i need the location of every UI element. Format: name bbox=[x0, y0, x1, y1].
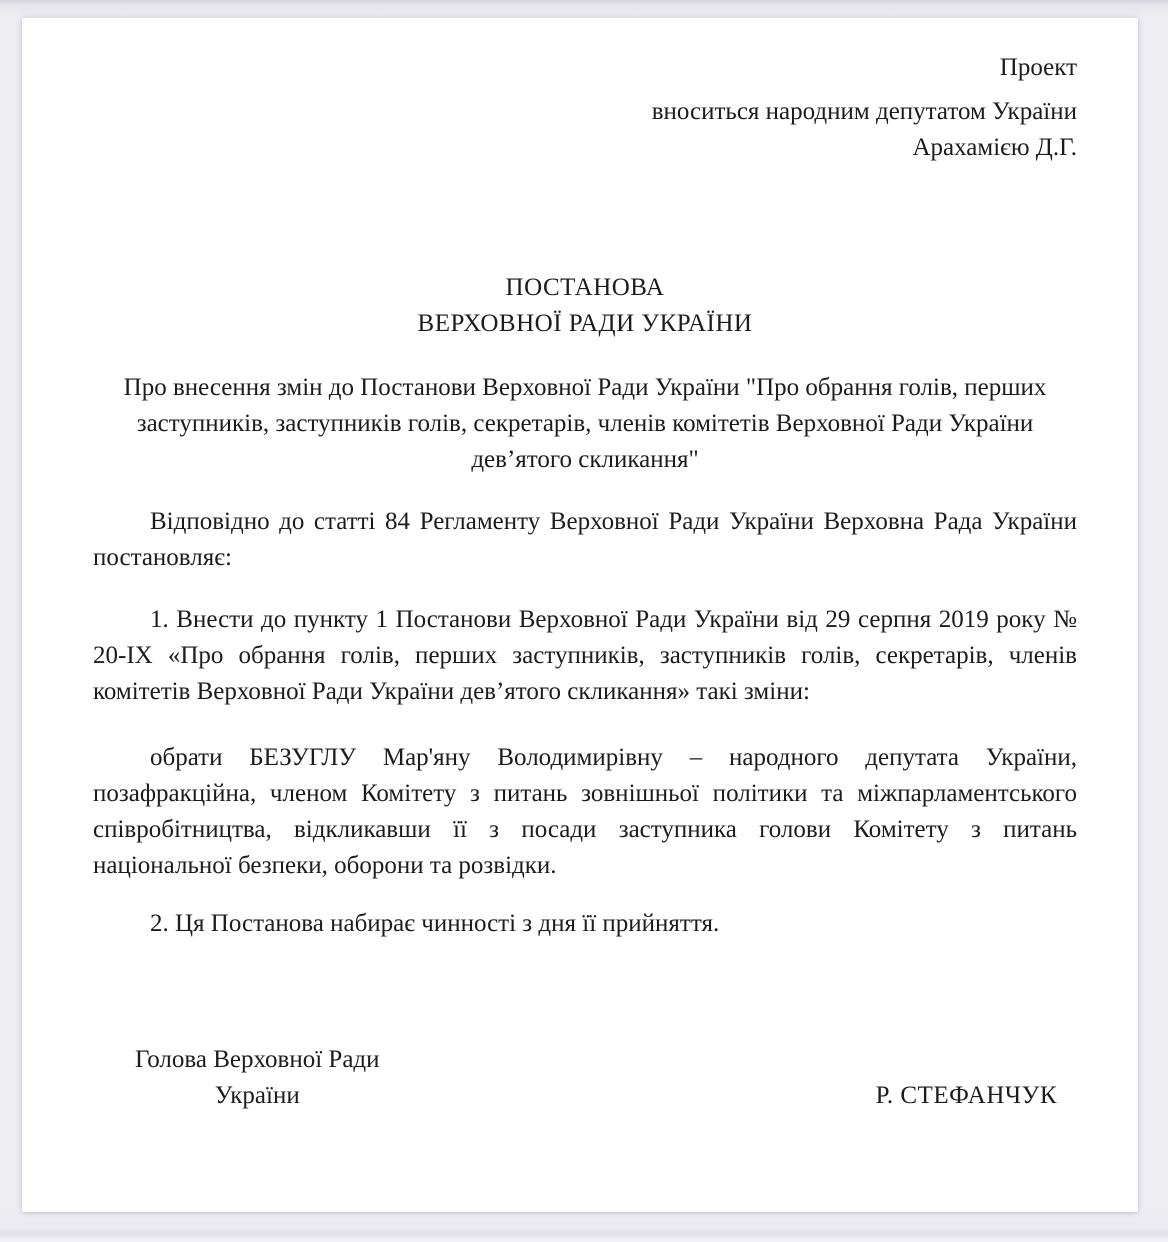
signature-position bbox=[135, 1042, 380, 1114]
viewer-bottom-band bbox=[0, 1212, 1168, 1242]
appointment-paragraph: обрати БЕЗУГЛУ Мар'яну Володимирівну – народного депутата України, позафракційна, членом Комітету з питань зовнішньої політики та міжпарламентського співробітництва, відкликавши її з посади заступника голови Комітету з питань національної безпеки, оборони та розвідки. bbox=[93, 744, 1077, 879]
signature-block bbox=[93, 1042, 1077, 1114]
signature-position-line2: України bbox=[214, 1082, 300, 1109]
document-title-line1: ПОСТАНОВА bbox=[505, 274, 665, 301]
draft-label: Проект bbox=[999, 54, 1077, 81]
document-header-block bbox=[93, 50, 1077, 166]
document-title bbox=[93, 270, 1077, 342]
amendment-paragraph: 1. Внести до пункту 1 Постанови Верховної Ради України від 29 серпня 2019 року № 20-ІХ «Про обрання голів, перших заступників, заступників голів, секретарів, членів комітетів Верховної Ради України дев’ятого скликання» такі зміни: bbox=[93, 606, 1077, 705]
viewer-top-band bbox=[0, 0, 1168, 18]
document-title-line2: ВЕРХОВНОЇ РАДИ УКРАЇНИ bbox=[417, 310, 753, 337]
submitted-by-line2: Арахамією Д.Г. bbox=[912, 134, 1077, 161]
document-page bbox=[22, 18, 1138, 1212]
signature-name: Р. СТЕФАНЧУК bbox=[875, 1082, 1057, 1109]
submitted-by-line1: вноситься народним депутатом України bbox=[651, 98, 1077, 125]
signature-position-line1: Голова Верховної Ради bbox=[135, 1046, 380, 1073]
effective-date-paragraph: 2. Ця Постанова набирає чинності з дня її прийняття. bbox=[150, 910, 720, 937]
document-subject: Про внесення змін до Постанови Верховної Ради України "Про обрання голів, перших заступників, заступників голів, секретарів, членів комітетів Верховної Ради України дев’ятого скликання" bbox=[123, 374, 1047, 473]
preamble-paragraph: Відповідно до статті 84 Регламенту Верховної Ради України Верховна Рада України постановляє: bbox=[93, 508, 1077, 571]
